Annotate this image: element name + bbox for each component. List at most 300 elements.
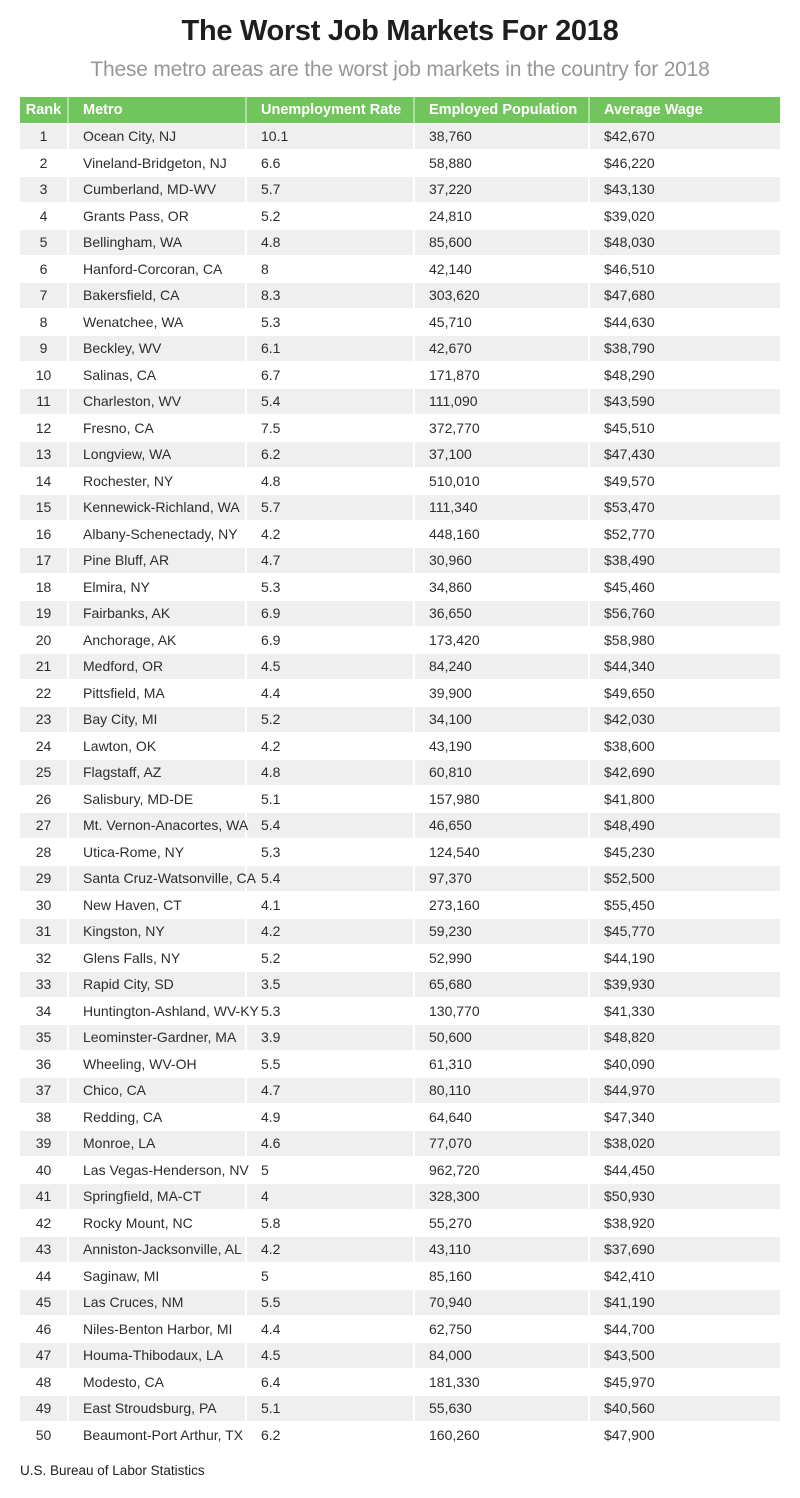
metro-cell: Monroe, LA [67, 1131, 245, 1158]
average-wage-cell: $45,460 [588, 575, 780, 602]
average-wage-cell: $42,030 [588, 707, 780, 734]
employed-population-cell: 64,640 [413, 1105, 588, 1132]
employed-population-cell: 60,810 [413, 760, 588, 787]
unemployment-rate-cell: 5.4 [245, 389, 413, 416]
rank-cell: 44 [20, 1264, 67, 1291]
unemployment-rate-cell: 4.9 [245, 1105, 413, 1132]
metro-cell: East Stroudsburg, PA [67, 1396, 245, 1423]
rank-cell: 16 [20, 522, 67, 549]
average-wage-cell: $50,930 [588, 1184, 780, 1211]
table-row [20, 707, 780, 734]
average-wage-cell: $45,510 [588, 416, 780, 443]
average-wage-cell: $43,500 [588, 1343, 780, 1370]
table-row [20, 1052, 780, 1079]
unemployment-rate-cell: 5.2 [245, 707, 413, 734]
average-wage-cell: $56,760 [588, 601, 780, 628]
employed-population-cell: 43,110 [413, 1237, 588, 1264]
metro-cell: Anchorage, AK [67, 628, 245, 655]
average-wage-cell: $41,800 [588, 787, 780, 814]
employed-population-cell: 448,160 [413, 522, 588, 549]
rank-cell: 19 [20, 601, 67, 628]
employed-population-cell: 30,960 [413, 548, 588, 575]
metro-cell: Salinas, CA [67, 363, 245, 390]
employed-population-cell: 171,870 [413, 363, 588, 390]
employed-population-cell: 77,070 [413, 1131, 588, 1158]
table-row [20, 654, 780, 681]
average-wage-cell: $47,680 [588, 283, 780, 310]
page-title: The Worst Job Markets For 2018 [181, 15, 619, 47]
table-row [20, 416, 780, 443]
employed-population-cell: 111,340 [413, 495, 588, 522]
unemployment-rate-cell: 4.2 [245, 919, 413, 946]
metro-cell: Santa Cruz-Watsonville, CA [67, 866, 245, 893]
metro-cell: Cumberland, MD-WV [67, 177, 245, 204]
employed-population-cell: 37,220 [413, 177, 588, 204]
metro-cell: Chico, CA [67, 1078, 245, 1105]
average-wage-cell: $39,020 [588, 204, 780, 231]
average-wage-cell: $48,030 [588, 230, 780, 257]
average-wage-cell: $44,190 [588, 946, 780, 973]
rank-cell: 33 [20, 972, 67, 999]
rank-cell: 35 [20, 1025, 67, 1052]
unemployment-rate-cell: 6.2 [245, 1423, 413, 1450]
unemployment-rate-cell: 4.4 [245, 681, 413, 708]
metro-cell: Albany-Schenectady, NY [67, 522, 245, 549]
employed-population-cell: 962,720 [413, 1158, 588, 1185]
table-row [20, 1025, 780, 1052]
employed-population-cell: 84,000 [413, 1343, 588, 1370]
employed-population-cell: 34,100 [413, 707, 588, 734]
employed-population-cell: 70,940 [413, 1290, 588, 1317]
column-header-unemployment-rate: Unemployment Rate [245, 97, 413, 124]
table-row [20, 919, 780, 946]
table-row [20, 1237, 780, 1264]
table-row [20, 946, 780, 973]
metro-cell: Bellingham, WA [67, 230, 245, 257]
rank-cell: 18 [20, 575, 67, 602]
average-wage-cell: $46,510 [588, 257, 780, 284]
rank-cell: 46 [20, 1317, 67, 1344]
average-wage-cell: $53,470 [588, 495, 780, 522]
average-wage-cell: $44,630 [588, 310, 780, 337]
unemployment-rate-cell: 5.4 [245, 866, 413, 893]
unemployment-rate-cell: 5.3 [245, 840, 413, 867]
metro-cell: Pine Bluff, AR [67, 548, 245, 575]
table-row [20, 628, 780, 655]
table-row [20, 1158, 780, 1185]
unemployment-rate-cell: 6.2 [245, 442, 413, 469]
unemployment-rate-cell: 5.2 [245, 946, 413, 973]
unemployment-rate-cell: 5.7 [245, 177, 413, 204]
rank-cell: 42 [20, 1211, 67, 1238]
unemployment-rate-cell: 5.3 [245, 575, 413, 602]
table-row [20, 495, 780, 522]
employed-population-cell: 55,270 [413, 1211, 588, 1238]
employed-population-cell: 55,630 [413, 1396, 588, 1423]
metro-cell: Las Vegas-Henderson, NV [67, 1158, 245, 1185]
table-row [20, 1423, 780, 1450]
unemployment-rate-cell: 6.4 [245, 1370, 413, 1397]
table-row [20, 389, 780, 416]
average-wage-cell: $44,340 [588, 654, 780, 681]
unemployment-rate-cell: 5.3 [245, 310, 413, 337]
average-wage-cell: $48,820 [588, 1025, 780, 1052]
employed-population-cell: 372,770 [413, 416, 588, 443]
table-row [20, 522, 780, 549]
average-wage-cell: $40,090 [588, 1052, 780, 1079]
average-wage-cell: $38,790 [588, 336, 780, 363]
unemployment-rate-cell: 3.9 [245, 1025, 413, 1052]
rank-cell: 48 [20, 1370, 67, 1397]
rank-cell: 20 [20, 628, 67, 655]
rank-cell: 7 [20, 283, 67, 310]
employed-population-cell: 130,770 [413, 999, 588, 1026]
employed-population-cell: 59,230 [413, 919, 588, 946]
unemployment-rate-cell: 4.8 [245, 469, 413, 496]
average-wage-cell: $43,130 [588, 177, 780, 204]
unemployment-rate-cell: 4.7 [245, 1078, 413, 1105]
unemployment-rate-cell: 4.2 [245, 734, 413, 761]
rank-cell: 15 [20, 495, 67, 522]
rank-cell: 39 [20, 1131, 67, 1158]
metro-cell: Charleston, WV [67, 389, 245, 416]
employed-population-cell: 39,900 [413, 681, 588, 708]
rank-cell: 45 [20, 1290, 67, 1317]
table-row [20, 893, 780, 920]
unemployment-rate-cell: 4.1 [245, 893, 413, 920]
metro-cell: Bay City, MI [67, 707, 245, 734]
table-row [20, 257, 780, 284]
employed-population-cell: 58,880 [413, 151, 588, 178]
unemployment-rate-cell: 7.5 [245, 416, 413, 443]
average-wage-cell: $58,980 [588, 628, 780, 655]
metro-cell: Wenatchee, WA [67, 310, 245, 337]
rank-cell: 8 [20, 310, 67, 337]
table-row [20, 681, 780, 708]
table-row [20, 151, 780, 178]
table-container [20, 97, 780, 1449]
table-row [20, 575, 780, 602]
average-wage-cell: $39,930 [588, 972, 780, 999]
rank-cell: 36 [20, 1052, 67, 1079]
unemployment-rate-cell: 5.3 [245, 999, 413, 1026]
rank-cell: 27 [20, 813, 67, 840]
table-row [20, 1078, 780, 1105]
rank-cell: 11 [20, 389, 67, 416]
average-wage-cell: $38,490 [588, 548, 780, 575]
employed-population-cell: 43,190 [413, 734, 588, 761]
table-row [20, 1105, 780, 1132]
unemployment-rate-cell: 4.7 [245, 548, 413, 575]
column-header-rank: Rank [20, 97, 67, 124]
average-wage-cell: $45,770 [588, 919, 780, 946]
employed-population-cell: 85,160 [413, 1264, 588, 1291]
employed-population-cell: 173,420 [413, 628, 588, 655]
table-row [20, 548, 780, 575]
metro-cell: Beckley, WV [67, 336, 245, 363]
employed-population-cell: 510,010 [413, 469, 588, 496]
metro-cell: Las Cruces, NM [67, 1290, 245, 1317]
metro-cell: Houma-Thibodaux, LA [67, 1343, 245, 1370]
jobs-table [20, 97, 780, 1449]
employed-population-cell: 61,310 [413, 1052, 588, 1079]
average-wage-cell: $38,600 [588, 734, 780, 761]
metro-cell: New Haven, CT [67, 893, 245, 920]
unemployment-rate-cell: 5.5 [245, 1052, 413, 1079]
average-wage-cell: $49,570 [588, 469, 780, 496]
average-wage-cell: $48,290 [588, 363, 780, 390]
average-wage-cell: $41,330 [588, 999, 780, 1026]
average-wage-cell: $44,700 [588, 1317, 780, 1344]
metro-cell: Flagstaff, AZ [67, 760, 245, 787]
rank-cell: 26 [20, 787, 67, 814]
rank-cell: 9 [20, 336, 67, 363]
unemployment-rate-cell: 5.7 [245, 495, 413, 522]
employed-population-cell: 34,860 [413, 575, 588, 602]
page-subtitle: These metro areas are the worst job markets in the country for 2018 [90, 58, 710, 81]
rank-cell: 28 [20, 840, 67, 867]
average-wage-cell: $45,970 [588, 1370, 780, 1397]
metro-cell: Kennewick-Richland, WA [67, 495, 245, 522]
metro-cell: Utica-Rome, NY [67, 840, 245, 867]
average-wage-cell: $48,490 [588, 813, 780, 840]
table-row [20, 469, 780, 496]
rank-cell: 29 [20, 866, 67, 893]
table-row [20, 1317, 780, 1344]
employed-population-cell: 62,750 [413, 1317, 588, 1344]
average-wage-cell: $55,450 [588, 893, 780, 920]
unemployment-rate-cell: 3.5 [245, 972, 413, 999]
unemployment-rate-cell: 4 [245, 1184, 413, 1211]
metro-cell: Kingston, NY [67, 919, 245, 946]
table-header-row [20, 97, 780, 124]
average-wage-cell: $47,340 [588, 1105, 780, 1132]
table-row [20, 813, 780, 840]
average-wage-cell: $47,900 [588, 1423, 780, 1450]
rank-cell: 31 [20, 919, 67, 946]
table-row [20, 177, 780, 204]
unemployment-rate-cell: 5 [245, 1158, 413, 1185]
average-wage-cell: $44,970 [588, 1078, 780, 1105]
unemployment-rate-cell: 4.8 [245, 230, 413, 257]
metro-cell: Grants Pass, OR [67, 204, 245, 231]
rank-cell: 50 [20, 1423, 67, 1450]
metro-cell: Pittsfield, MA [67, 681, 245, 708]
unemployment-rate-cell: 5.8 [245, 1211, 413, 1238]
unemployment-rate-cell: 6.7 [245, 363, 413, 390]
employed-population-cell: 181,330 [413, 1370, 588, 1397]
rank-cell: 21 [20, 654, 67, 681]
metro-cell: Fresno, CA [67, 416, 245, 443]
metro-cell: Salisbury, MD-DE [67, 787, 245, 814]
average-wage-cell: $38,020 [588, 1131, 780, 1158]
metro-cell: Niles-Benton Harbor, MI [67, 1317, 245, 1344]
rank-cell: 30 [20, 893, 67, 920]
employed-population-cell: 124,540 [413, 840, 588, 867]
employed-population-cell: 157,980 [413, 787, 588, 814]
employed-population-cell: 45,710 [413, 310, 588, 337]
rank-cell: 22 [20, 681, 67, 708]
rank-cell: 41 [20, 1184, 67, 1211]
rank-cell: 6 [20, 257, 67, 284]
metro-cell: Modesto, CA [67, 1370, 245, 1397]
average-wage-cell: $42,690 [588, 760, 780, 787]
rank-cell: 24 [20, 734, 67, 761]
employed-population-cell: 160,260 [413, 1423, 588, 1450]
unemployment-rate-cell: 4.5 [245, 654, 413, 681]
unemployment-rate-cell: 5.4 [245, 813, 413, 840]
rank-cell: 43 [20, 1237, 67, 1264]
average-wage-cell: $43,590 [588, 389, 780, 416]
metro-cell: Springfield, MA-CT [67, 1184, 245, 1211]
metro-cell: Leominster-Gardner, MA [67, 1025, 245, 1052]
rank-cell: 25 [20, 760, 67, 787]
column-header-average-wage: Average Wage [588, 97, 780, 124]
rank-cell: 4 [20, 204, 67, 231]
table-row [20, 310, 780, 337]
average-wage-cell: $37,690 [588, 1237, 780, 1264]
rank-cell: 34 [20, 999, 67, 1026]
unemployment-rate-cell: 4.2 [245, 522, 413, 549]
table-row [20, 787, 780, 814]
metro-cell: Rocky Mount, NC [67, 1211, 245, 1238]
metro-cell: Anniston-Jacksonville, AL [67, 1237, 245, 1264]
table-row [20, 734, 780, 761]
unemployment-rate-cell: 5 [245, 1264, 413, 1291]
rank-cell: 32 [20, 946, 67, 973]
rank-cell: 47 [20, 1343, 67, 1370]
metro-cell: Bakersfield, CA [67, 283, 245, 310]
rank-cell: 13 [20, 442, 67, 469]
unemployment-rate-cell: 5.2 [245, 204, 413, 231]
table-row [20, 866, 780, 893]
rank-cell: 12 [20, 416, 67, 443]
average-wage-cell: $40,560 [588, 1396, 780, 1423]
employed-population-cell: 97,370 [413, 866, 588, 893]
table-row [20, 1290, 780, 1317]
employed-population-cell: 42,140 [413, 257, 588, 284]
unemployment-rate-cell: 4.6 [245, 1131, 413, 1158]
column-header-employed-population: Employed Population [413, 97, 588, 124]
table-row [20, 363, 780, 390]
table-row [20, 760, 780, 787]
metro-cell: Huntington-Ashland, WV-KY [67, 999, 245, 1026]
rank-cell: 40 [20, 1158, 67, 1185]
average-wage-cell: $38,920 [588, 1211, 780, 1238]
rank-cell: 3 [20, 177, 67, 204]
rank-cell: 5 [20, 230, 67, 257]
metro-cell: Rochester, NY [67, 469, 245, 496]
metro-cell: Rapid City, SD [67, 972, 245, 999]
employed-population-cell: 303,620 [413, 283, 588, 310]
average-wage-cell: $44,450 [588, 1158, 780, 1185]
rank-cell: 2 [20, 151, 67, 178]
unemployment-rate-cell: 4.2 [245, 1237, 413, 1264]
table-row [20, 1343, 780, 1370]
employed-population-cell: 85,600 [413, 230, 588, 257]
employed-population-cell: 111,090 [413, 389, 588, 416]
average-wage-cell: $52,770 [588, 522, 780, 549]
metro-cell: Glens Falls, NY [67, 946, 245, 973]
rank-cell: 14 [20, 469, 67, 496]
employed-population-cell: 273,160 [413, 893, 588, 920]
rank-cell: 1 [20, 124, 67, 151]
table-row [20, 283, 780, 310]
table-row [20, 1211, 780, 1238]
employed-population-cell: 38,760 [413, 124, 588, 151]
average-wage-cell: $41,190 [588, 1290, 780, 1317]
metro-cell: Beaumont-Port Arthur, TX [67, 1423, 245, 1450]
average-wage-cell: $47,430 [588, 442, 780, 469]
metro-cell: Lawton, OK [67, 734, 245, 761]
employed-population-cell: 46,650 [413, 813, 588, 840]
table-row [20, 1396, 780, 1423]
table-row [20, 336, 780, 363]
table-header [20, 97, 780, 124]
table-row [20, 1264, 780, 1291]
metro-cell: Vineland-Bridgeton, NJ [67, 151, 245, 178]
metro-cell: Saginaw, MI [67, 1264, 245, 1291]
unemployment-rate-cell: 10.1 [245, 124, 413, 151]
table-body [20, 124, 780, 1449]
table-row [20, 972, 780, 999]
employed-population-cell: 84,240 [413, 654, 588, 681]
unemployment-rate-cell: 8.3 [245, 283, 413, 310]
unemployment-rate-cell: 6.9 [245, 628, 413, 655]
table-row [20, 442, 780, 469]
table-row [20, 1131, 780, 1158]
average-wage-cell: $45,230 [588, 840, 780, 867]
metro-cell: Elmira, NY [67, 575, 245, 602]
source-attribution: U.S. Bureau of Labor Statistics [20, 1463, 205, 1478]
average-wage-cell: $49,650 [588, 681, 780, 708]
unemployment-rate-cell: 4.4 [245, 1317, 413, 1344]
unemployment-rate-cell: 5.1 [245, 787, 413, 814]
table-row [20, 204, 780, 231]
unemployment-rate-cell: 6.9 [245, 601, 413, 628]
unemployment-rate-cell: 6.1 [245, 336, 413, 363]
metro-cell: Ocean City, NJ [67, 124, 245, 151]
rank-cell: 37 [20, 1078, 67, 1105]
metro-cell: Medford, OR [67, 654, 245, 681]
table-row [20, 124, 780, 151]
table-row [20, 1370, 780, 1397]
employed-population-cell: 52,990 [413, 946, 588, 973]
rank-cell: 38 [20, 1105, 67, 1132]
rank-cell: 49 [20, 1396, 67, 1423]
table-row [20, 1184, 780, 1211]
average-wage-cell: $52,500 [588, 866, 780, 893]
unemployment-rate-cell: 4.5 [245, 1343, 413, 1370]
unemployment-rate-cell: 5.5 [245, 1290, 413, 1317]
unemployment-rate-cell: 4.8 [245, 760, 413, 787]
table-row [20, 601, 780, 628]
table-row [20, 840, 780, 867]
employed-population-cell: 42,670 [413, 336, 588, 363]
table-row [20, 230, 780, 257]
metro-cell: Fairbanks, AK [67, 601, 245, 628]
unemployment-rate-cell: 6.6 [245, 151, 413, 178]
metro-cell: Redding, CA [67, 1105, 245, 1132]
employed-population-cell: 80,110 [413, 1078, 588, 1105]
employed-population-cell: 65,680 [413, 972, 588, 999]
metro-cell: Longview, WA [67, 442, 245, 469]
metro-cell: Hanford-Corcoran, CA [67, 257, 245, 284]
metro-cell: Mt. Vernon-Anacortes, WA [67, 813, 245, 840]
average-wage-cell: $46,220 [588, 151, 780, 178]
average-wage-cell: $42,410 [588, 1264, 780, 1291]
metro-cell: Wheeling, WV-OH [67, 1052, 245, 1079]
